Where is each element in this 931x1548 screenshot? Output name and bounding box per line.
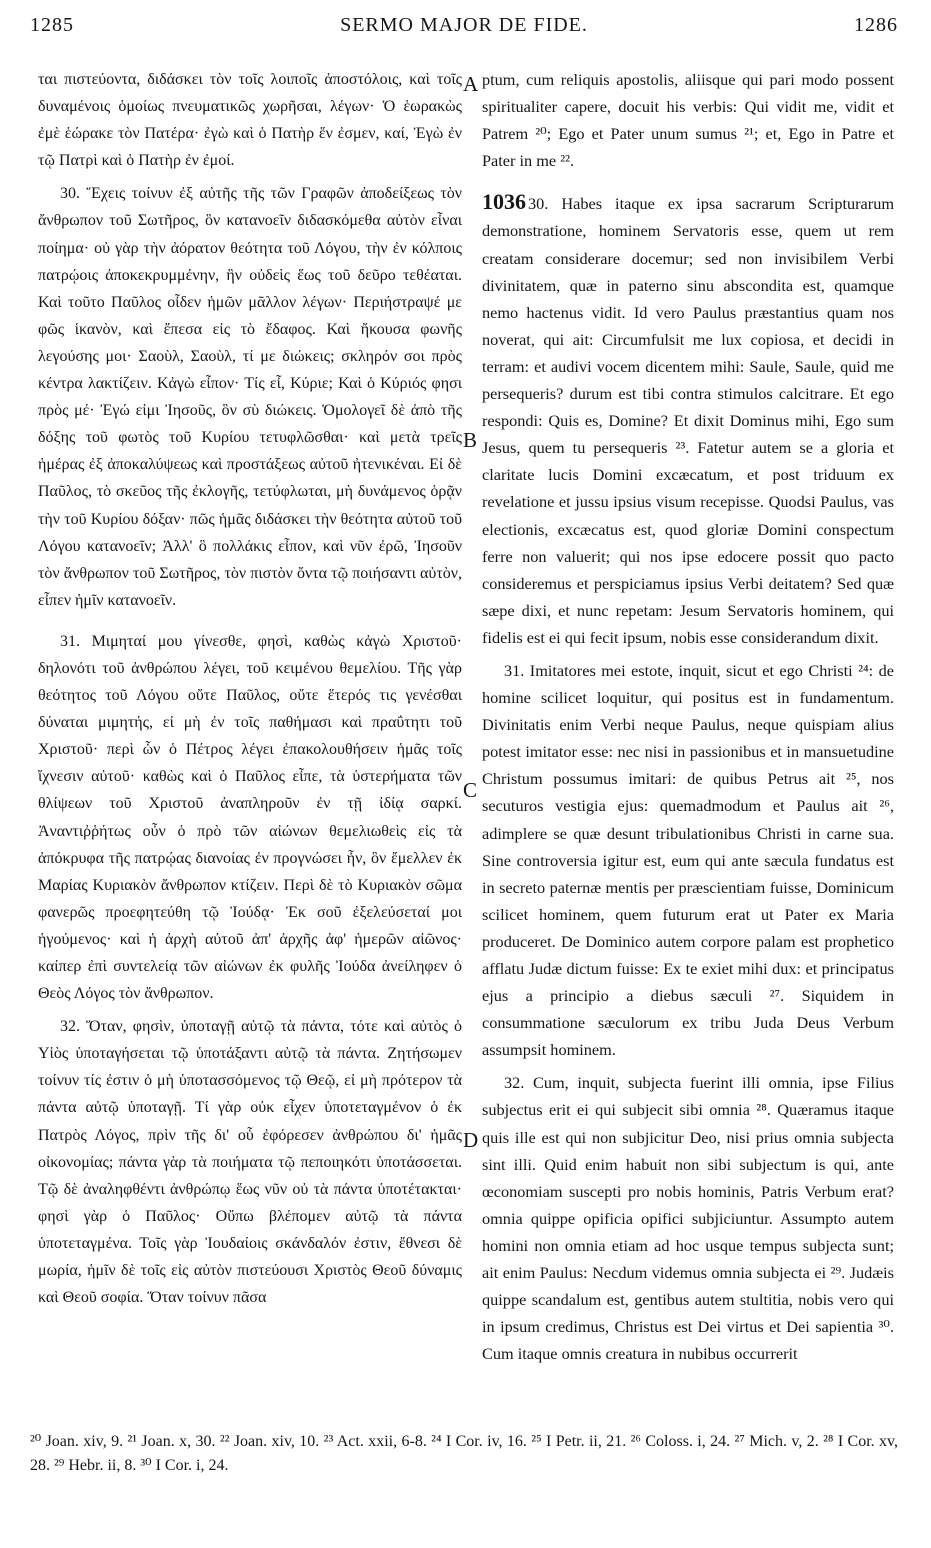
latin-paragraph-31: 31. Imitatores mei estote, inquit, sicut et ego Christi ²⁴: de homine scilicet loquitur, qui positus est in fundamentum. Divinitatis enim Verbi neque Paulus, neque quispiam alius potest imitator esse: nec nisi in passionibus et in mansuetudine Christum possumus imitari: de quibus Petrus ait ²⁵, nos secuturos vestigia ejus: quemadmodum et Paulus ait ²⁶, adimplere se quæ desunt tribulationibus Christi in carne sua. Sine controversia igitur est, eum qui ante sæcula fundatus est in secreto paternæ mentis per præscientiam fuisse, Dominicum scilicet hominem, quem futurum erat ut Pater ex Maria produceret. De Dominico autem corpore palam est prophetico afflatu Judæ dictum fuisse: Ex te exiet mihi dux: et principatus ejus a principio a diebus sæculi ²⁷. Siquidem in consummatione sæculorum ex tribu Juda Deus Verbum assumpsit hominem. — [482, 660, 894, 1060]
margin-marker-c: C — [463, 778, 478, 802]
latin-paragraph-30 — [482, 188, 894, 651]
footnotes: ²⁰ Joan. xiv, 9. ²¹ Joan. x, 30. ²² Joan. xiv, 10. ²³ Act. xxii, 6-8. ²⁴ I Cor. iv, 16. ²⁵ I Petr. ii, 21. ²⁶ Coloss. i, 24. ²⁷ Mich. v, 2. ²⁸ I Cor. xv, 28. ²⁹ Hebr. ii, 8. ³⁰ I Cor. i, 24. — [30, 1433, 898, 1474]
greek-column — [38, 66, 462, 1317]
greek-paragraph-32: 32. Ὅταν, φησὶν, ὑποταγῇ αὐτῷ τὰ πάντα, τότε καὶ αὐτὸς ὁ Υἱὸς ὑποταγήσεται τῷ ὑποτάξαντι αὐτῷ τὰ πάντα. Ζητήσωμεν τοίνυν τίς ἐστιν ὁ μὴ ὑποτασσόμενος τῷ Θεῷ, εἰ μὴ πρότερον τὰ πάντα αὐτῷ ὑποταγῇ. Τί γὰρ οὐκ εἶχεν ὑποτεταγμένον ὁ ἐκ Πατρὸς Λόγος, πρὶν τῆς δι' οὗ ἐφόρεσεν ἀνθρώπου δι' ἡμᾶς οἰκονομίας; πάντα γὰρ τὰ ποιήματα τῷ πεποιηκότι ὑποτάσσεται. Τῷ δὲ ἀναληφθέντι ἀνθρώπῳ ἕως νῦν οὐ τὰ πάντα ὑποτέτακται· φησὶ γὰρ ὁ Παῦλος· Οὔπω βλέπομεν αὐτῷ τὰ πάντα ὑποτεταγμένα. Τοῖς γὰρ Ἰουδαίοις σκάνδαλόν ἐστιν, ἔθνεσι δὲ μωρία, ἡμῖν δὲ τοῖς εἰς αὐτὸν πιστεύουσι Χριστὸς Θεοῦ δύναμις καὶ Θεοῦ σοφία. Ὅταν τοίνυν πᾶσα — [38, 1018, 462, 1307]
page-number-right: 1286 — [854, 14, 898, 36]
margin-marker-a: A — [463, 72, 479, 96]
column-number: 1036 — [482, 189, 526, 215]
latin-paragraph-30-text: 30. Habes itaque ex ipsa sacrarum Scripturarum demonstratione, hominem Servatoris esse, quem ut rem creatam considerare docemur; sed non invisibilem Verbi divinitatem, quæ in paterno sinu abscondita est, quamque nemo hactenus vidit. Id vero Paulus præstantius quam nos noverat, qui ait: Circumfulsit me lux copiosa, et decidi in terram: et audivi vocem dicentem mihi: Saule, Saule, quid me persequeris? durum est tibi contra stimulos calcitrare. Et ego respondi: Quis es, Domine? Et dixit Dominus mihi, Ego sum Jesus, quem tu persequeris ²³. Fatetur autem se a gloria et claritate lucis Domini excæcatum, et post triduum ex revelatione et jussu ipsius visum recepisse. Quodsi Paulus, vas electionis, excæcatus est, quod gloriæ Domini conspectum ferre non valuerit; qui nos ipse edocere possit quo pacto consideremus et perspiciamus ipsius Verbi deitatem? Sed quæ sæpe dixi, et nunc repetam: Jesum Servatoris hominem, qui fidelis est ei qui fecit ipsum, nobis esse considerandum dixit. — [482, 194, 894, 647]
margin-marker-b: B — [463, 428, 478, 452]
latin-paragraph-29-end: ptum, cum reliquis apostolis, aliisque qui pari modo possent spiritualiter capere, docuit his verbis: Qui vidit me, vidit et Patrem ²⁰; Ego et Pater unum sumus ²¹; et, Ego in Patre et Pater in me ²². — [482, 70, 894, 171]
greek-paragraph-30: 30. Ἔχεις τοίνυν ἐξ αὐτῆς τῆς τῶν Γραφῶν ἀποδείξεως τὸν ἄνθρωπον τοῦ Σωτῆρος, ὃν κατανοεῖν διδασκόμεθα αὐτὸν εἶναι ποίημα· οὐ γὰρ τὴν ἀόρατον θεότητα τοῦ Λόγου, τὴν ἐν κόλποις πατρῴοις ἀποκεκρυμμένην, ἣν οὐδεὶς ἕως τοῦ δεῦρο τεθέαται. Καὶ τοῦτο Παῦλος οἶδεν ἡμῶν μᾶλλον λέγων· Περιήστραψέ με φῶς ἱκανὸν, καὶ ἔπεσα εἰς τὸ ἔδαφος. Καὶ ἤκουσα φωνῆς λεγούσης μοι· Σαοὺλ, Σαοὺλ, τί με διώκεις; σκληρόν σοι πρὸς κέντρα λακτίζειν. Κἀγὼ εἶπον· Τίς εἶ, Κύριε; Καὶ ὁ Κύριός φησι πρὸς μέ· Ἐγώ εἰμι Ἰησοῦς, ὃν σὺ διώκεις. Ὁμολογεῖ δὲ ἀπὸ τῆς δόξης τοῦ φωτὸς τοῦ Κυρίου τετυφλῶσθαι· καὶ μετὰ τρεῖς ἡμέρας ἐξ ἀποκαλύψεως καὶ προστάξεως αὐτοῦ ἠτενικέναι. Εἰ δὲ Παῦλος, τὸ σκεῦος τῆς ἐκλογῆς, τετύφλωται, μὴ δυνάμενος ὁρᾷν τὴν τοῦ Κυρίου δόξαν· πῶς ἡμᾶς διδάσκει τὴν θεότητα αὐτοῦ τοῦ Λόγου κατανοεῖν; Ἀλλ' ὃ πολλάκις εἶπον, καὶ νῦν ἐρῶ, Ἰησοῦν τὸν ἄνθρωπον τοῦ Σωτῆρος, τὸν πιστὸν ὄντα τῷ ποιήσαντι αὐτὸν, εἶπεν ἡμῖν κατανοεῖν. — [38, 185, 462, 609]
greek-paragraph-29-end: ται πιστεύοντα, διδάσκει τὸν τοῖς λοιποῖς ἀποστόλοις, καὶ τοῖς δυναμένοις ὁμοίως πνευματικῶς χωρῆσαι, λέγων· Ὁ ἑωρακὼς ἐμὲ ἑώρακε τὸν Πατέρα· ἐγὼ καὶ ὁ Πατὴρ ἕν ἐσμεν, καί, Ἐγὼ ἐν τῷ Πατρὶ καὶ ὁ Πατὴρ ἐν ἐμοί. — [38, 71, 462, 170]
running-title: SERMO MAJOR DE FIDE. — [340, 14, 588, 36]
page-number-left: 1285 — [30, 14, 74, 36]
page-header — [30, 6, 898, 46]
latin-paragraph-32: 32. Cum, inquit, subjecta fuerint illi omnia, ipse Filius subjectus erit ei qui subjecit sibi omnia ²⁸. Quæramus itaque quis ille est qui non subjicitur Deo, nisi prius omnia subjecta sint illi. Quid enim habuit non sibi subjectum is qui, ante œconomiam suscepti pro nobis hominis, Patris Verbum erat? omnia quippe opificia opifici subjiciuntur. Assumpto autem homini non omnia etiam ad hoc usque tempus subjecta sunt; ait enim Paulus: Necdum videmus omnia subjecta ei ²⁹. Judæis quippe scandalum est, gentibus autem stultitia, nobis vero qui in ipsum credimus, Christus est Dei virtus et Dei sapientia ³⁰. Cum itaque omnis creatura in nubibus occurrerit — [482, 1073, 894, 1364]
greek-paragraph-31: 31. Μιμηταί μου γίνεσθε, φησὶ, καθὼς κἀγὼ Χριστοῦ· δηλονότι τοῦ ἀνθρώπου λέγει, τοῦ κειμένου θεμελίου. Τῆς γὰρ θεότητος τοῦ Λόγου οὔτε Παῦλος, οὔτε ἕτερός τις γενέσθαι δύναται μιμητής, εἰ μὴ ἐν τοῖς παθήμασι καὶ πραΰτητι τοῦ Χριστοῦ· περὶ ὧν ὁ Πέτρος λέγει ἐπακολουθήσειν ἡμᾶς τοῖς ἴχνεσιν αὐτοῦ· καθὼς καὶ ὁ Παῦλος εἶπε, τὰ ὑστερήματα τῶν θλίψεων τοῦ Χριστοῦ ἀναπληροῦν ἐν τῇ ἰδίᾳ σαρκί. Ἀναντιῤῥήτως οὖν ὁ πρὸ τῶν αἰώνων θεμελιωθεὶς εἰς τὰ ἀπόκρυφα τῆς πατρῴας διανοίας ἐν προγνώσει ἦν, ὃν ἔμελλεν ἐκ Μαρίας Κυριακὸν ἄνθρωπον κτίζειν. Περὶ δὲ τὸ Κυριακὸν σῶμα φανερῶς προεφητεύθη τῷ Ἰούδᾳ· Ἐκ σοῦ ἐξελεύσεταί μοι ἡγούμενος· καὶ ἡ ἀρχὴ αὐτοῦ ἀπ' ἀρχῆς ἀφ' ἡμερῶν αἰῶνος· καίπερ ἐπὶ συντελείᾳ τῶν αἰώνων ἐκ φυλῆς Ἰούδα ἀνείληφεν ὁ Θεὸς Λόγος τὸν ἄνθρωπον. — [38, 632, 462, 1003]
latin-column — [482, 66, 894, 1373]
margin-marker-d: D — [463, 1128, 479, 1152]
